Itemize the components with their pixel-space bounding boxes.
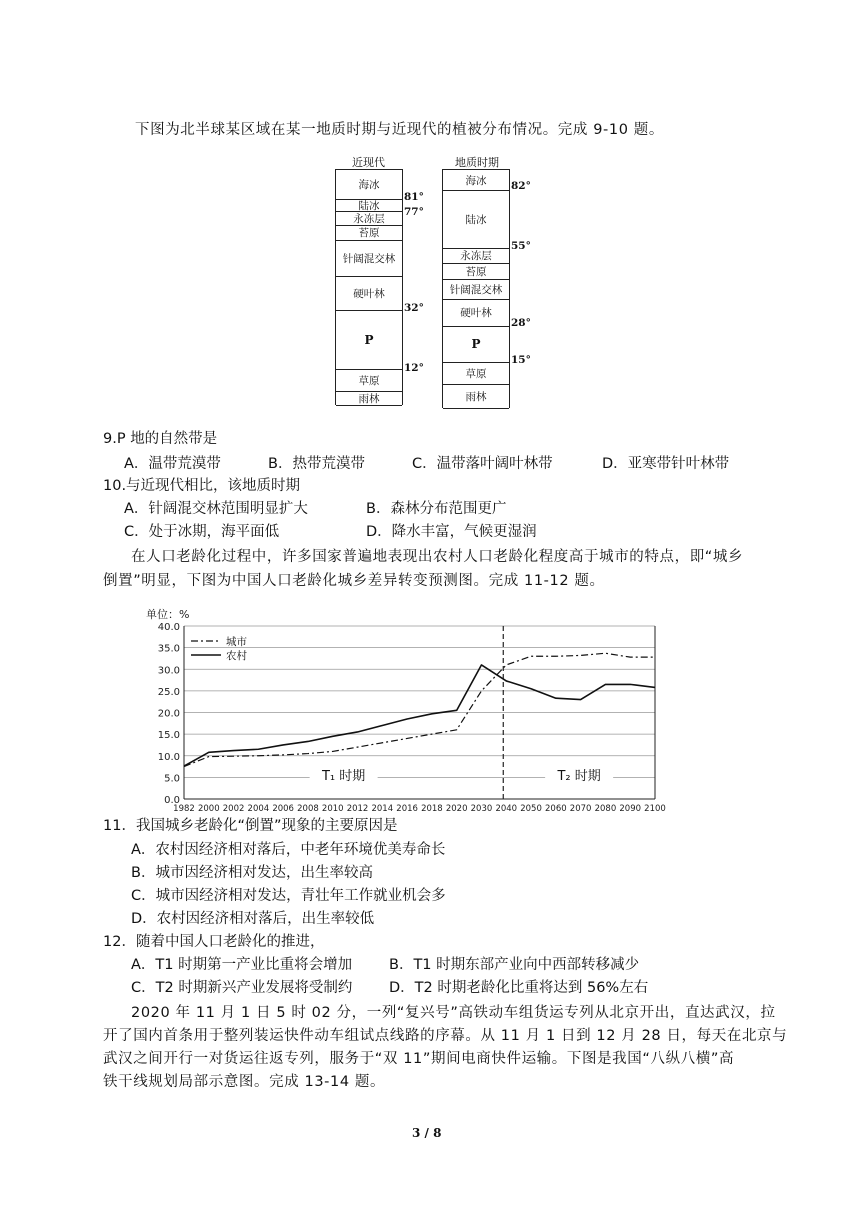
q12-option-a: A．T1 时期第一产业比重将会增加 [131,957,353,973]
page-number: 3 / 8 [412,1126,442,1140]
q10-stem: 10.与近现代相比，该地质时期 [103,478,301,494]
q9-option-a: A．温带荒漠带 [124,456,221,472]
q10-option-a: A．针阔混交林范围明显扩大 [124,501,308,517]
zone-mixed-forest: 针阔混交林 [336,240,402,277]
legend-label: 城市 [226,636,247,648]
y-tick-label: 5.0 [164,773,180,785]
q12-stem: 12．随着中国人口老龄化的推进， [103,934,325,950]
x-tick-label: 1982 [173,804,195,814]
x-tick-label: 2016 [396,804,418,814]
legend-label: 农村 [226,650,247,662]
x-tick-label: 2014 [371,804,394,814]
y-tick-label: 10.0 [157,751,180,763]
zone-p: P [336,310,402,370]
x-tick-label: 2004 [247,804,270,814]
zone-mixed-forest: 针阔混交林 [443,279,509,300]
y-tick-label: 15.0 [157,730,180,742]
left-lat-1: 81° [404,191,424,203]
x-tick-label: 2080 [594,804,617,814]
q10-option-d: D．降水丰富，气候更湿润 [366,524,537,540]
zone-sclerophyll: 硬叶林 [336,276,402,311]
q9-option-c: C．温带落叶阔叶林带 [412,456,553,472]
zone-rainforest: 雨林 [443,384,509,409]
intro-q9-10: 下图为北半球某区域在某一地质时期与近现代的植被分布情况。完成 9-10 题。 [135,122,664,138]
y-tick-label: 0.0 [164,795,180,806]
period-label-t2: T₂ 时期 [557,769,601,784]
q11-option-d: D．农村因经济相对落后，出生率较低 [131,911,375,927]
q11-option-a: A．农村因经济相对落后，中老年环境优美寿命长 [131,842,446,858]
x-tick-label: 2002 [222,804,245,814]
right-lat-1: 82° [511,180,531,192]
left-column-label: 近现代 [352,156,385,169]
zone-land-ice: 陆冰 [336,199,402,212]
x-tick-label: 2020 [445,804,468,814]
zone-sclerophyll: 硬叶林 [443,299,509,327]
x-tick-label: 2050 [520,804,542,814]
x-tick-label: 2008 [297,804,319,814]
intro-q13-14-line4: 铁干线规划局部示意图。完成 13-14 题。 [103,1074,386,1090]
q9-stem: 9.P 地的自然带是 [103,431,218,447]
x-tick-label: 2006 [272,804,294,814]
intro-q11-12-line1: 在人口老龄化过程中，许多国家普遍地表现出农村人口老龄化程度高于城市的特点，即“城乡 [131,549,744,565]
zone-sea-ice: 海冰 [443,170,509,191]
period-label-t1: T₁ 时期 [321,769,366,784]
q11-stem: 11．我国城乡老龄化“倒置”现象的主要原因是 [103,818,398,834]
q12-option-d: D．T2 时期老龄化比重将达到 56%左右 [389,980,649,996]
q12-option-c: C．T2 时期新兴产业发展将受制约 [131,980,353,996]
q12-option-b: B．T1 时期东部产业向中西部转移减少 [389,957,640,973]
zone-p: P [443,326,509,363]
q11-option-b: B．城市因经济相对发达，出生率较高 [131,865,373,881]
zone-tundra: 苔原 [443,263,509,280]
right-lat-3: 28° [511,317,531,329]
zone-permafrost: 永冻层 [336,211,402,226]
x-tick-label: 2018 [421,804,443,814]
zone-tundra: 苔原 [336,225,402,241]
x-tick-label: 2060 [545,804,567,814]
zone-grassland: 草原 [336,369,402,392]
y-axis-unit: 单位：% [146,608,190,621]
zone-grassland: 草原 [443,362,509,385]
x-tick-label: 2070 [569,804,592,814]
y-tick-label: 25.0 [157,686,180,698]
y-tick-label: 40.0 [157,622,180,633]
zone-sea-ice: 海冰 [336,170,402,200]
q9-option-d: D．亚寒带针叶林带 [602,456,730,472]
y-tick-label: 35.0 [157,643,180,655]
q9-option-b: B．热带荒漠带 [268,456,365,472]
left-lat-3: 32° [404,302,424,314]
x-tick-label: 2010 [321,804,344,814]
y-tick-label: 20.0 [157,708,180,720]
x-tick-label: 2090 [619,804,642,814]
x-tick-label: 2040 [495,804,518,814]
zone-permafrost: 永冻层 [443,248,509,264]
zone-land-ice: 陆冰 [443,190,509,249]
x-tick-label: 2012 [346,804,369,814]
series-line-rural [184,665,655,766]
left-lat-4: 12° [404,362,424,374]
q10-option-b: B．森林分布范围更广 [366,501,507,517]
q11-option-c: C．城市因经济相对发达，青壮年工作就业机会多 [131,888,446,904]
x-tick-label: 2000 [197,804,220,814]
intro-q13-14-line3: 武汉之间开行一对货运往返专列，服务于“双 11”期间电商快件运输。下图是我国“八纵八横”高 [103,1051,735,1067]
right-lat-2: 55° [511,240,531,252]
x-tick-label: 2030 [470,804,493,814]
right-lat-4: 15° [511,354,531,366]
intro-q13-14-line2: 开了国内首条用于整列装运快件动车组试点线路的序幕。从 11 月 1 日到 12 月 28 日，每天在北京与 [103,1028,788,1044]
zone-rainforest: 雨林 [336,391,402,406]
x-tick-label: 2100 [644,804,666,814]
y-tick-label: 30.0 [157,665,180,677]
right-column-label: 地质时期 [455,156,499,169]
intro-q13-14-line1: 2020 年 11 月 1 日 5 时 02 分，一列“复兴号”高铁动车组货运专列从北京开出，直达武汉，拉 [131,1005,776,1021]
intro-q11-12-line2: 倒置”明显，下图为中国人口老龄化城乡差异转变预测图。完成 11-12 题。 [103,573,605,589]
q10-option-c: C．处于冰期，海平面低 [124,524,280,540]
left-lat-2: 77° [404,206,424,218]
